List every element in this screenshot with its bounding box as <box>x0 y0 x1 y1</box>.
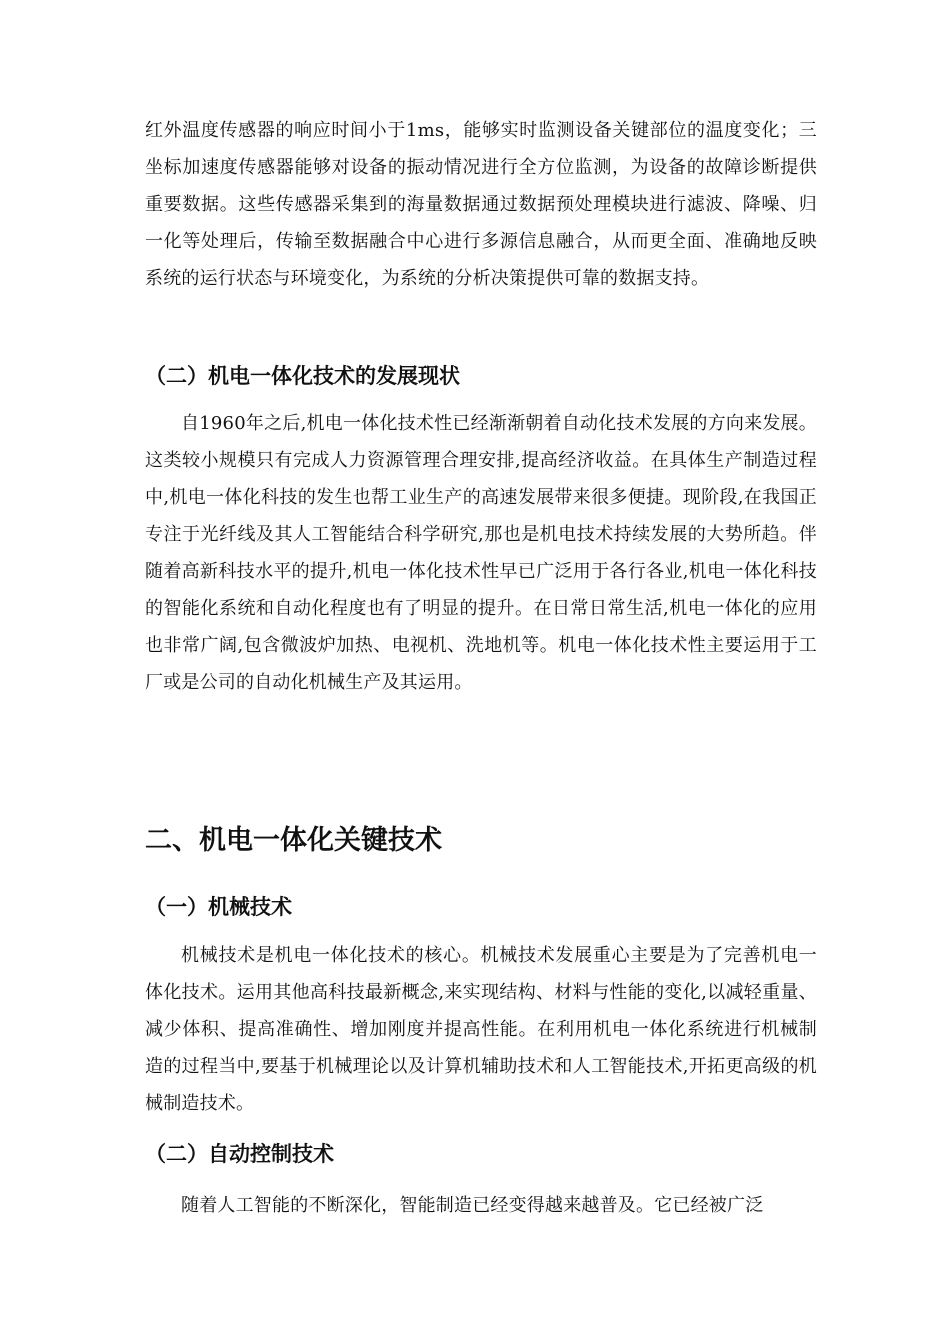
paragraph-automatic-control: 随着人工智能的不断深化，智能制造已经变得越来越普及。它已经被广泛 <box>181 1195 764 1216</box>
heading-mechanical-technology: （一）机械技术 <box>145 895 292 919</box>
heading-development-status: （二）机电一体化技术的发展现状 <box>145 364 460 388</box>
paragraph-sensors: 红外温度传感器的响应时间小于1ms，能够实时监测设备关键部位的温度变化；三坐标加速度传感器能够对设备的振动情况进行全方位监测，为设备的故障诊断提供重要数据。这些传感器采集到的海量数据通过数据预处理模块进行滤波、降噪、归一化等处理后，传输至数据融合中心进行多源信息融合，从而更全面、准确地反映系统的运行状态与环境变化，为系统的分析决策提供可靠的数据支持。 <box>145 120 817 289</box>
heading-automatic-control: （二）自动控制技术 <box>145 1142 334 1166</box>
paragraph-mechanical-technology: 机械技术是机电一体化技术的核心。机械技术发展重心主要是为了完善机电一体化技术。运用其他高科技最新概念,来实现结构、材料与性能的变化,以减轻重量、减少体积、提高准确性、增加刚度并提高性能。在利用机电一体化系统进行机械制造的过程当中,要基于机械理论以及计算机辅助技术和人工智能技术,开拓更高级的机械制造技术。 <box>145 945 817 1114</box>
heading-key-technologies: 二、机电一体化关键技术 <box>145 825 442 856</box>
paragraph-development-status: 自1960年之后,机电一体化技术性已经渐渐朝着自动化技术发展的方向来发展。这类较小规模只有完成人力资源管理合理安排,提高经济收益。在具体生产制造过程中,机电一体化科技的发生也帮工业生产的高速发展带来很多便捷。现阶段,在我国正专注于光纤线及其人工智能结合科学研究,那也是机电技术持续发展的大势所趋。伴随着高新科技水平的提升,机电一体化技术性早已广泛用于各行各业,机电一体化科技的智能化系统和自动化程度也有了明显的提升。在日常日常生活,机电一体化的应用也非常广阔,包含微波炉加热、电视机、洗地机等。机电一体化技术性主要运用于工厂或是公司的自动化机械生产及其运用。 <box>145 413 817 693</box>
